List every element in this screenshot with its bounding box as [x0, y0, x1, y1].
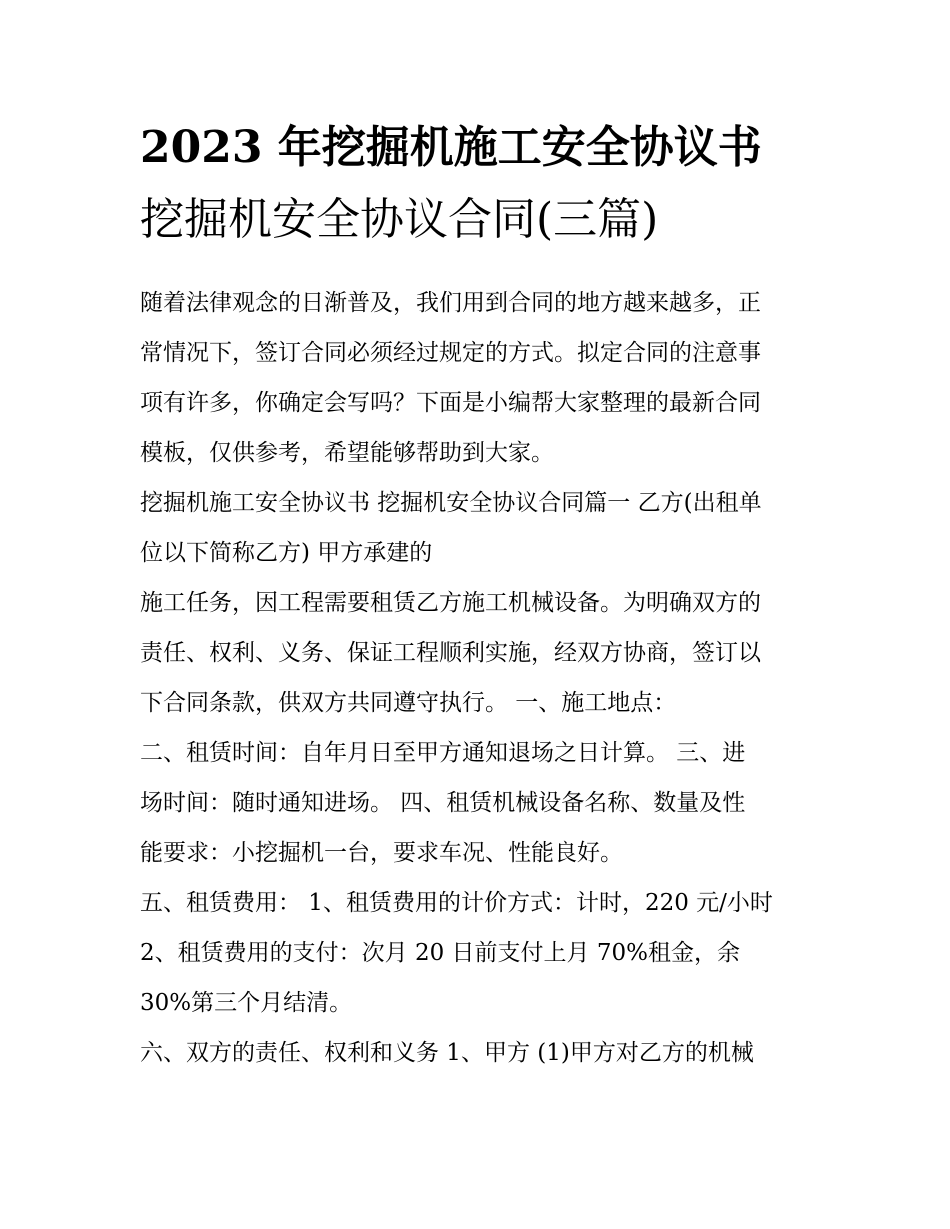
text-line: 场时间：随时通知进场。 四、租赁机械设备名称、数量及性: [140, 790, 746, 816]
text-line: 常情况下，签订合同必须经过规定的方式。拟定合同的注意事: [140, 340, 761, 366]
text-line: 二、租赁时间：自年月日至甲方通知退场之日计算。 三、进: [140, 740, 746, 766]
title-line: 2023 年挖掘机施工安全协议书: [140, 122, 762, 173]
document-body: [140, 278, 820, 1078]
text-line: 30%第三个月结清。: [140, 990, 353, 1016]
text-line: 能要求：小挖掘机一台，要求车况、性能良好。: [140, 840, 623, 866]
text-line: 责任、权利、义务、保证工程顺利实施，经双方协商，签订以: [140, 640, 761, 666]
title-line: 挖掘机安全协议合同(三篇): [140, 194, 659, 245]
text-line: 随着法律观念的日渐普及，我们用到合同的地方越来越多，正: [140, 290, 761, 316]
text-line: 施工任务，因工程需要租赁乙方施工机械设备。为明确双方的: [140, 590, 761, 616]
text-line: 位以下简称乙方) 甲方承建的: [140, 540, 433, 566]
text-line: 挖掘机施工安全协议书 挖掘机安全协议合同篇一 乙方(出租单: [140, 490, 762, 516]
text-line: 项有许多，你确定会写吗？下面是小编帮大家整理的最新合同: [140, 390, 761, 416]
text-line: 模板，仅供参考，希望能够帮助到大家。: [140, 440, 554, 466]
text-line: 六、双方的责任、权利和义务 1、甲方 (1)甲方对乙方的机械: [140, 1040, 754, 1066]
document-title: [140, 112, 820, 256]
text-line: 2、租赁费用的支付：次月 20 日前支付上月 70%租金，余: [140, 940, 740, 966]
text-line: 五、租赁费用： 1、租赁费用的计价方式：计时，220 元/小时: [140, 890, 773, 916]
text-line: 下合同条款，供双方共同遵守执行。 一、施工地点：: [140, 690, 677, 716]
